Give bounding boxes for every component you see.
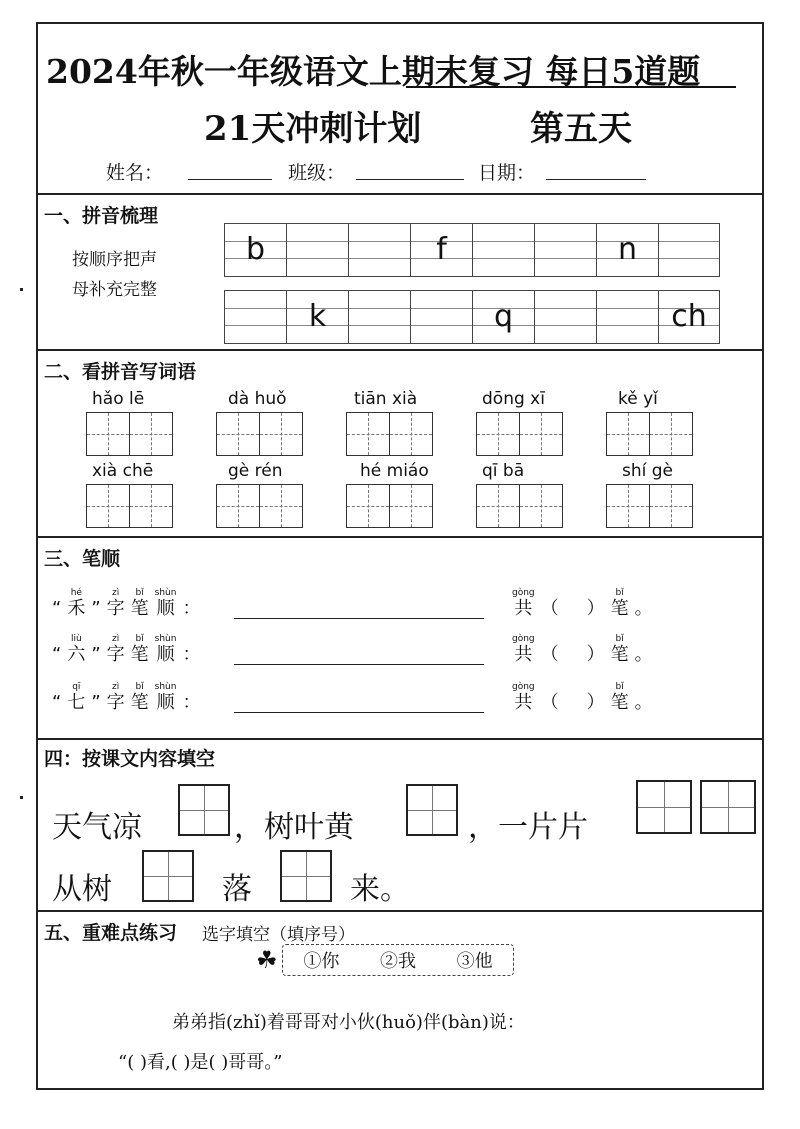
word-pinyin: gè rén (228, 461, 283, 481)
class-field[interactable] (356, 179, 464, 180)
target-character: 七 (67, 692, 86, 713)
instruction-line-2: 母补充完整 (72, 280, 157, 300)
stroke-count-blank[interactable]: ） (586, 598, 605, 619)
worksheet-title: 2024年秋一年级语文上期末复习 每日5道题 (46, 52, 701, 91)
stroke-answer-line[interactable] (234, 712, 484, 713)
text-segment: 从树 (52, 872, 112, 907)
word-boxes[interactable] (216, 412, 301, 456)
pinyin-cell[interactable] (658, 224, 720, 276)
section-1-heading: 一、拼音梳理 (44, 205, 159, 227)
option-1: ①你 (303, 951, 340, 972)
pinyin-row-2 (224, 290, 720, 344)
pinyin-cell[interactable] (534, 224, 596, 276)
word-pinyin: hǎo lē (92, 389, 145, 409)
name-label: 姓名： (106, 162, 164, 184)
section-3-heading: 三、笔顺 (44, 548, 121, 570)
section-2-heading: 二、看拼音写词语 (44, 361, 197, 383)
answer-box[interactable] (406, 784, 458, 836)
date-label: 日期： (478, 162, 536, 184)
section-write-words (38, 351, 762, 538)
answer-box[interactable] (280, 850, 332, 902)
text-segment: ，一片片 (468, 810, 588, 845)
section-5-subheading: 选字填空（填序号） (202, 925, 355, 945)
pinyin-cell[interactable]: f (410, 224, 472, 276)
word-pinyin: dōng xī (482, 389, 545, 409)
option-3: ③他 (456, 951, 493, 972)
word-boxes[interactable] (606, 412, 691, 456)
section-stroke-order (38, 538, 762, 740)
stroke-count-blank[interactable]: ） (586, 644, 605, 665)
pinyin-cell[interactable] (410, 291, 472, 343)
word-boxes[interactable] (476, 412, 561, 456)
class-label: 班级： (288, 162, 346, 184)
word-pinyin: hé miáo (360, 461, 429, 481)
text-segment: 落 (222, 872, 252, 907)
header-section (38, 24, 762, 195)
option-2: ②我 (379, 951, 416, 972)
pinyin-cell[interactable] (472, 224, 534, 276)
section-5-heading: 五、重难点练习 (44, 922, 178, 944)
word-pinyin: kě yǐ (618, 389, 658, 409)
target-character: 六 (67, 644, 86, 665)
word-boxes[interactable] (346, 484, 431, 528)
sentence-line-2[interactable]: “( )看,( )是( )哥哥。” (118, 1052, 283, 1073)
pinyin-cell[interactable] (596, 291, 658, 343)
word-boxes[interactable] (606, 484, 691, 528)
stroke-order-row: “ qī 七 ” zì 字 bǐ 笔 shùn 顺 ： (52, 682, 201, 713)
text-segment: ，树叶黄 (234, 810, 354, 845)
section-key-practice (38, 912, 762, 1088)
word-boxes[interactable] (216, 484, 301, 528)
pinyin-cell[interactable]: ch (658, 291, 720, 343)
scan-mark (20, 796, 23, 799)
instruction-line-1: 按顺序把声 (72, 250, 157, 270)
target-character: 禾 (67, 598, 86, 619)
pinyin-cell[interactable] (224, 291, 286, 343)
pinyin-cell[interactable]: k (286, 291, 348, 343)
stroke-count-row: gòng 共 （ ） bǐ 笔 。 (512, 682, 653, 713)
answer-box[interactable] (178, 784, 230, 836)
stroke-count-row: gòng 共 （ ） bǐ 笔 。 (512, 588, 653, 619)
word-pinyin: dà huǒ (228, 389, 287, 409)
sentence-line-1: 弟弟指(zhǐ)着哥哥对小伙(huǒ)伴(bàn)说： (172, 1012, 525, 1033)
text-segment: 天气凉 (52, 810, 142, 845)
worksheet (36, 22, 764, 1090)
pinyin-cell[interactable] (286, 224, 348, 276)
name-field[interactable] (188, 179, 272, 180)
day-label: 第五天 (530, 109, 632, 149)
stroke-answer-line[interactable] (234, 618, 484, 619)
scan-mark (20, 288, 23, 291)
stroke-answer-line[interactable] (234, 664, 484, 665)
answer-box[interactable] (142, 850, 194, 902)
text-segment: 来。 (350, 872, 410, 907)
pinyin-cell[interactable] (534, 291, 596, 343)
pinyin-row-1 (224, 223, 720, 277)
answer-box[interactable] (700, 780, 756, 834)
stroke-order-row: “ hé 禾 ” zì 字 bǐ 笔 shùn 顺 ： (52, 588, 201, 619)
pinyin-cell[interactable] (348, 291, 410, 343)
title-underline (406, 86, 736, 88)
word-pinyin: shí gè (622, 461, 674, 481)
word-pinyin: xià chē (92, 461, 154, 481)
section-pinyin-review (38, 195, 762, 351)
word-boxes[interactable] (86, 412, 171, 456)
pinyin-cell[interactable]: b (224, 224, 286, 276)
pinyin-cell[interactable] (348, 224, 410, 276)
plan-subtitle: 21天冲刺计划 (204, 109, 422, 149)
word-pinyin: tiān xià (354, 389, 418, 409)
section-fill-blanks (38, 740, 762, 912)
pinyin-cell[interactable]: n (596, 224, 658, 276)
stroke-count-blank[interactable]: ） (586, 692, 605, 713)
stroke-order-row: “ liù 六 ” zì 字 bǐ 笔 shùn 顺 ： (52, 634, 201, 665)
pinyin-cell[interactable]: q (472, 291, 534, 343)
word-pinyin: qī bā (482, 461, 525, 481)
word-boxes[interactable] (86, 484, 171, 528)
option-box (282, 944, 514, 976)
stroke-count-row: gòng 共 （ ） bǐ 笔 。 (512, 634, 653, 665)
date-field[interactable] (546, 179, 646, 180)
answer-box[interactable] (636, 780, 692, 834)
word-boxes[interactable] (346, 412, 431, 456)
clover-icon: ☘ (256, 946, 278, 974)
word-boxes[interactable] (476, 484, 561, 528)
section-4-heading: 四：按课文内容填空 (44, 748, 216, 770)
